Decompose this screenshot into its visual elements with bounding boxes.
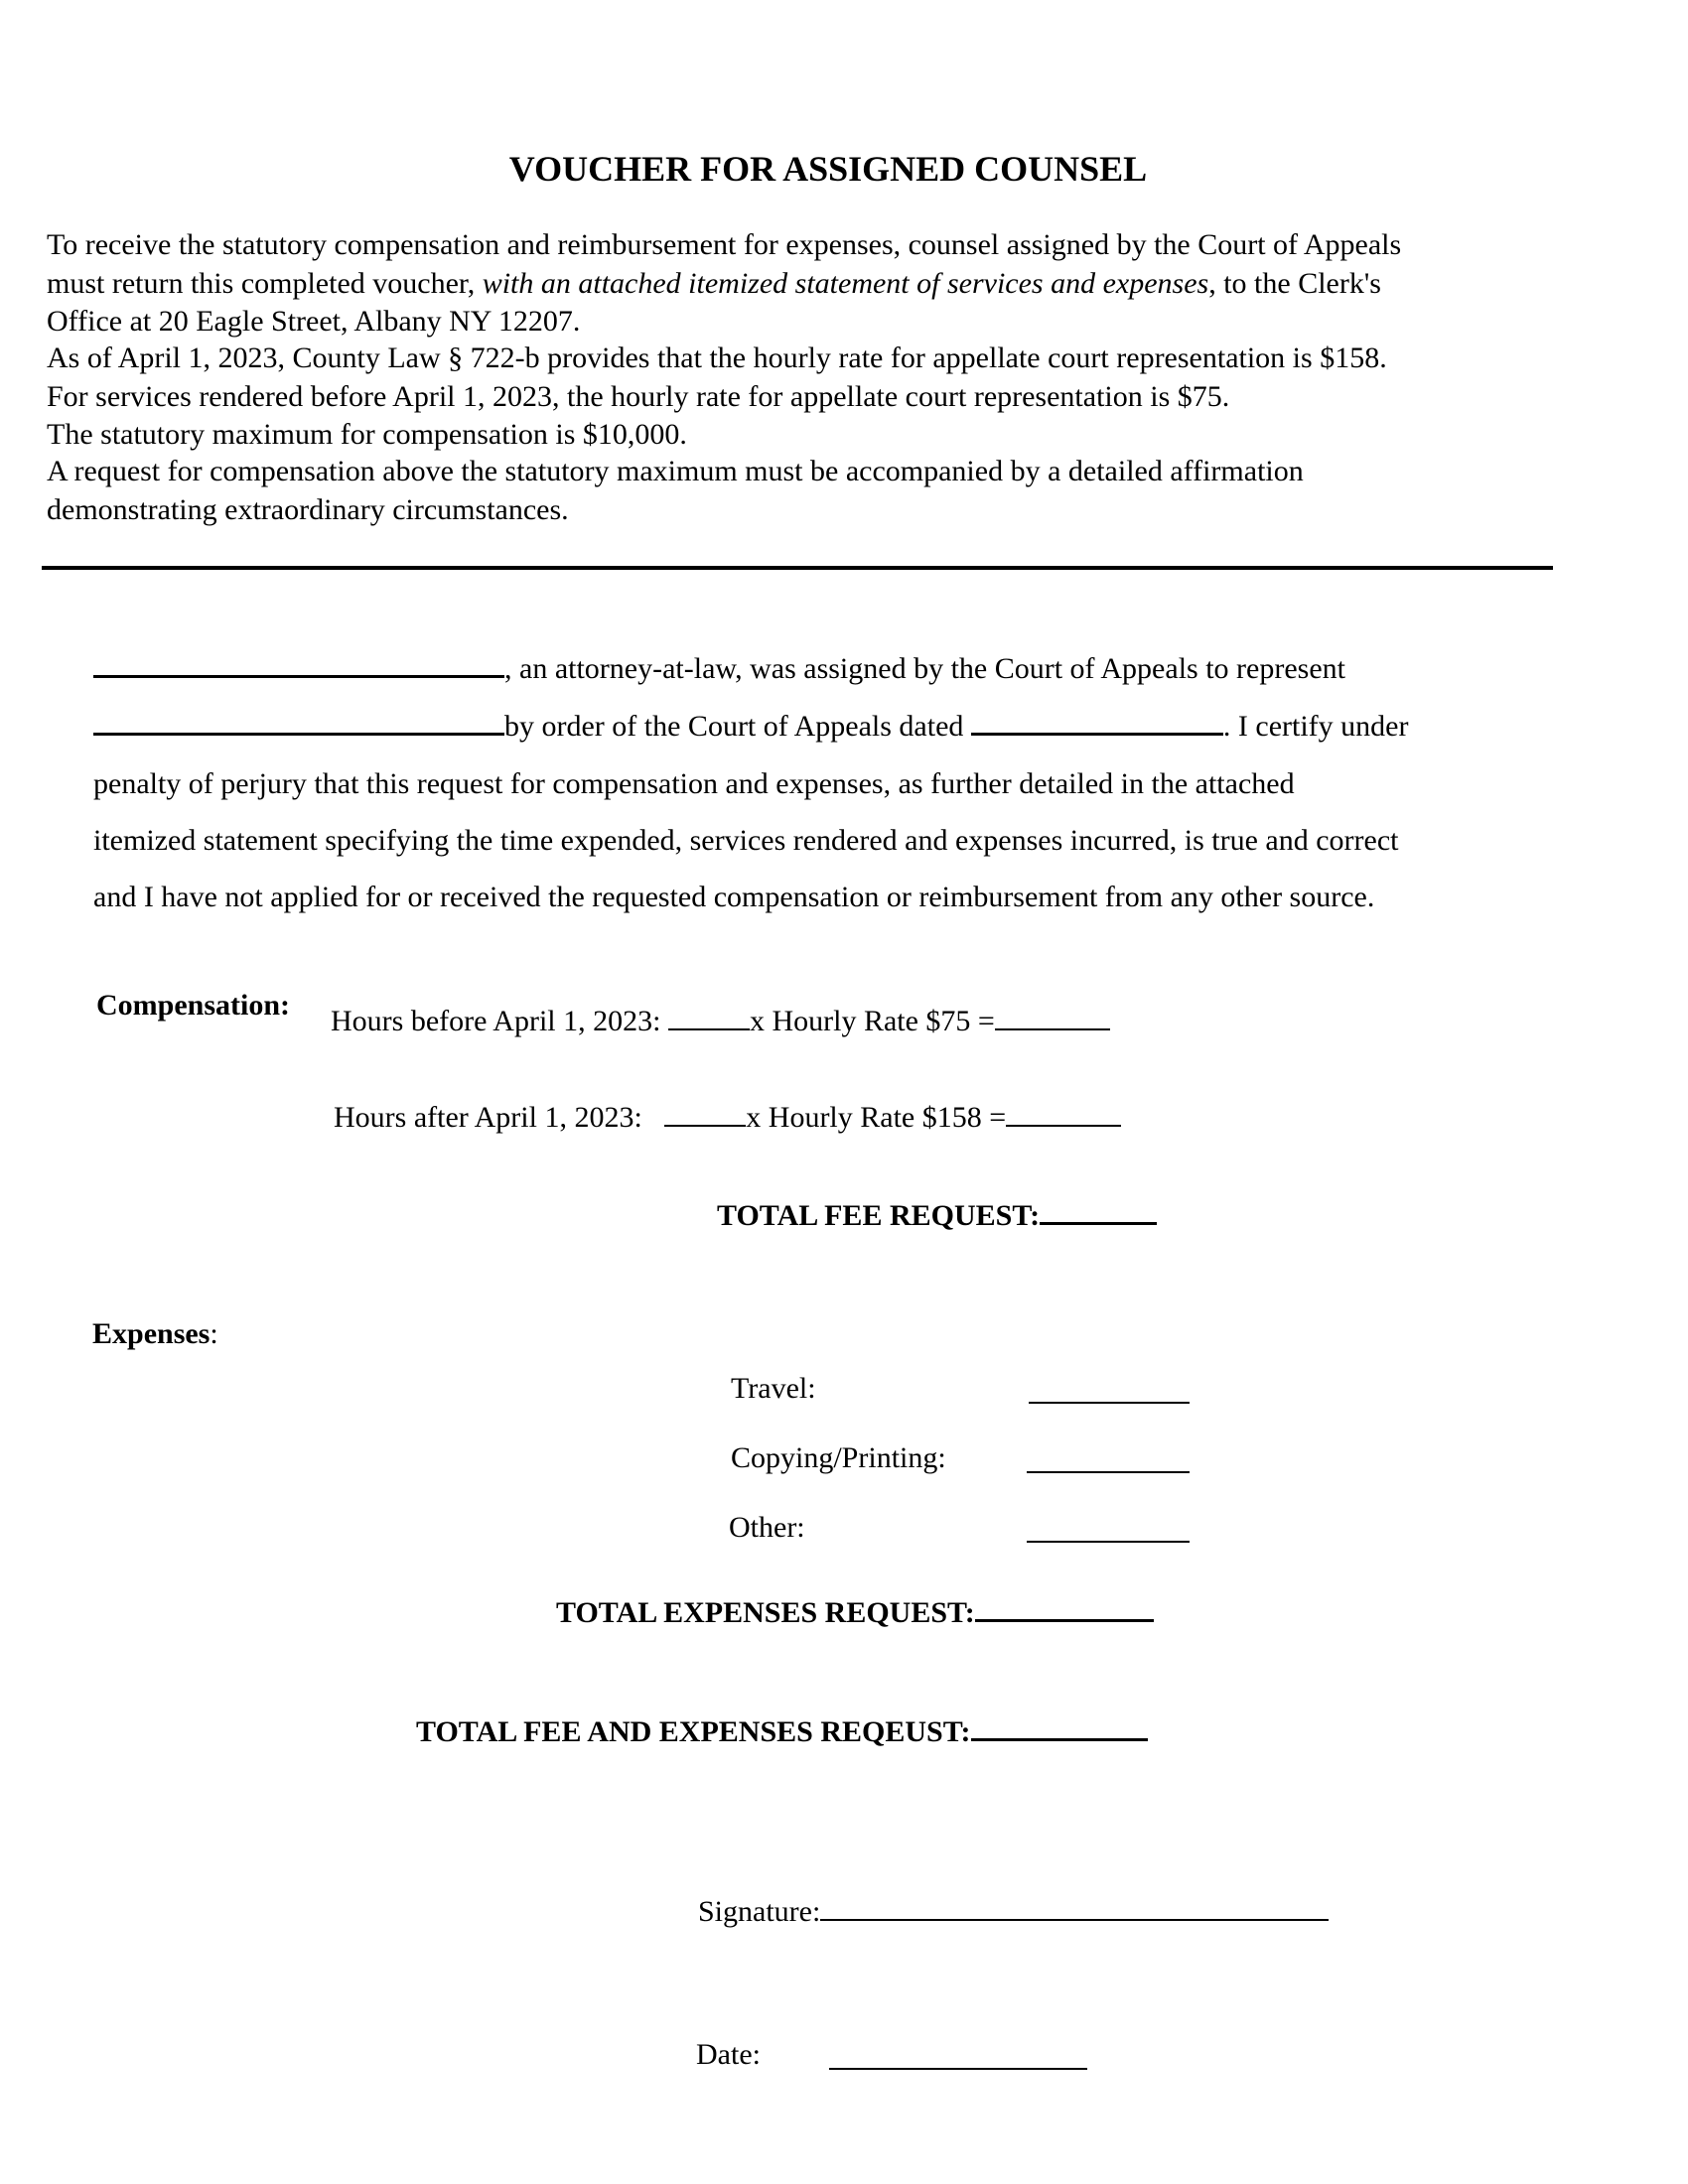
certification-line <box>93 712 1408 742</box>
intro-line: Office at 20 Eagle Street, Albany NY 12207. <box>47 305 581 338</box>
intro-italic-text: with an attached itemized statement of services and expenses <box>482 267 1209 300</box>
hours-after-field[interactable] <box>664 1124 746 1127</box>
signature-label: Signature: <box>698 1895 821 1928</box>
attorney-name-field[interactable] <box>93 674 504 678</box>
total-expenses-label: TOTAL EXPENSES REQUEST: <box>556 1596 975 1629</box>
certification-line <box>93 654 1345 684</box>
intro-line: The statutory maximum for compensation is $10,000. <box>47 418 687 451</box>
hours-before-label: Hours before April 1, 2023: <box>331 1005 661 1037</box>
signature-row <box>698 1897 1329 1927</box>
order-date-field[interactable] <box>971 732 1223 736</box>
page-title: VOUCHER FOR ASSIGNED COUNSEL <box>508 149 1148 189</box>
total-expenses-row <box>556 1598 1154 1628</box>
total-fee-row <box>717 1201 1157 1231</box>
travel-field[interactable] <box>1029 1402 1190 1404</box>
client-name-field[interactable] <box>93 732 504 736</box>
amount-after-field[interactable] <box>1006 1124 1121 1127</box>
copying-label: Copying/Printing: <box>731 1441 946 1474</box>
date-field[interactable] <box>829 2068 1087 2070</box>
intro-line: A request for compensation above the statutory maximum must be accompanied by a detailed affirmation <box>47 455 1304 487</box>
intro-line: To receive the statutory compensation and reimbursement for expenses, counsel assigned by the Court of Appeals <box>47 228 1402 261</box>
rate-75-label: x Hourly Rate $75 = <box>749 1005 995 1037</box>
certification-text: . I certify under <box>1222 710 1409 743</box>
grand-total-row <box>416 1717 1148 1747</box>
section-divider <box>42 566 1553 570</box>
other-label: Other: <box>729 1511 805 1544</box>
intro-text: must return this completed voucher, <box>47 267 483 300</box>
hours-before-field[interactable] <box>668 1027 750 1030</box>
date-label: Date: <box>696 2038 761 2071</box>
intro-line: demonstrating extraordinary circumstances. <box>47 493 569 526</box>
hours-before-row <box>331 1007 1110 1036</box>
intro-line <box>47 269 1381 299</box>
rate-158-label: x Hourly Rate $158 = <box>746 1101 1007 1134</box>
signature-field[interactable] <box>820 1918 1329 1921</box>
certification-text: by order of the Court of Appeals dated <box>504 710 964 743</box>
travel-label: Travel: <box>731 1372 816 1405</box>
other-field[interactable] <box>1027 1541 1190 1543</box>
intro-line: As of April 1, 2023, County Law § 722-b provides that the hourly rate for appellate court representation is $158. <box>47 341 1387 374</box>
copying-field[interactable] <box>1027 1471 1190 1473</box>
expenses-colon: : <box>210 1317 218 1350</box>
grand-total-field[interactable] <box>971 1737 1148 1741</box>
total-fee-field[interactable] <box>1040 1221 1157 1225</box>
grand-total-label: TOTAL FEE AND EXPENSES REQEUST: <box>416 1715 971 1748</box>
certification-line: penalty of perjury that this request for compensation and expenses, as further detailed in the attached <box>93 767 1295 800</box>
intro-text: , to the Clerk's <box>1208 267 1381 300</box>
certification-line: itemized statement specifying the time expended, services rendered and expenses incurred, is true and correct <box>93 824 1399 857</box>
compensation-label: Compensation: <box>96 989 291 1022</box>
hours-after-row <box>334 1103 1121 1133</box>
certification-line: and I have not applied for or received the requested compensation or reimbursement from any other source. <box>93 881 1375 913</box>
certification-text: , an attorney-at-law, was assigned by the Court of Appeals to represent <box>504 652 1345 685</box>
hours-after-label: Hours after April 1, 2023: <box>334 1101 642 1134</box>
expenses-label-text: Expenses <box>92 1317 211 1350</box>
total-fee-label: TOTAL FEE REQUEST: <box>717 1199 1041 1232</box>
total-expenses-field[interactable] <box>975 1618 1154 1622</box>
amount-before-field[interactable] <box>995 1027 1110 1030</box>
expenses-label <box>92 1319 218 1349</box>
intro-line: For services rendered before April 1, 2023, the hourly rate for appellate court representation is $75. <box>47 380 1230 413</box>
